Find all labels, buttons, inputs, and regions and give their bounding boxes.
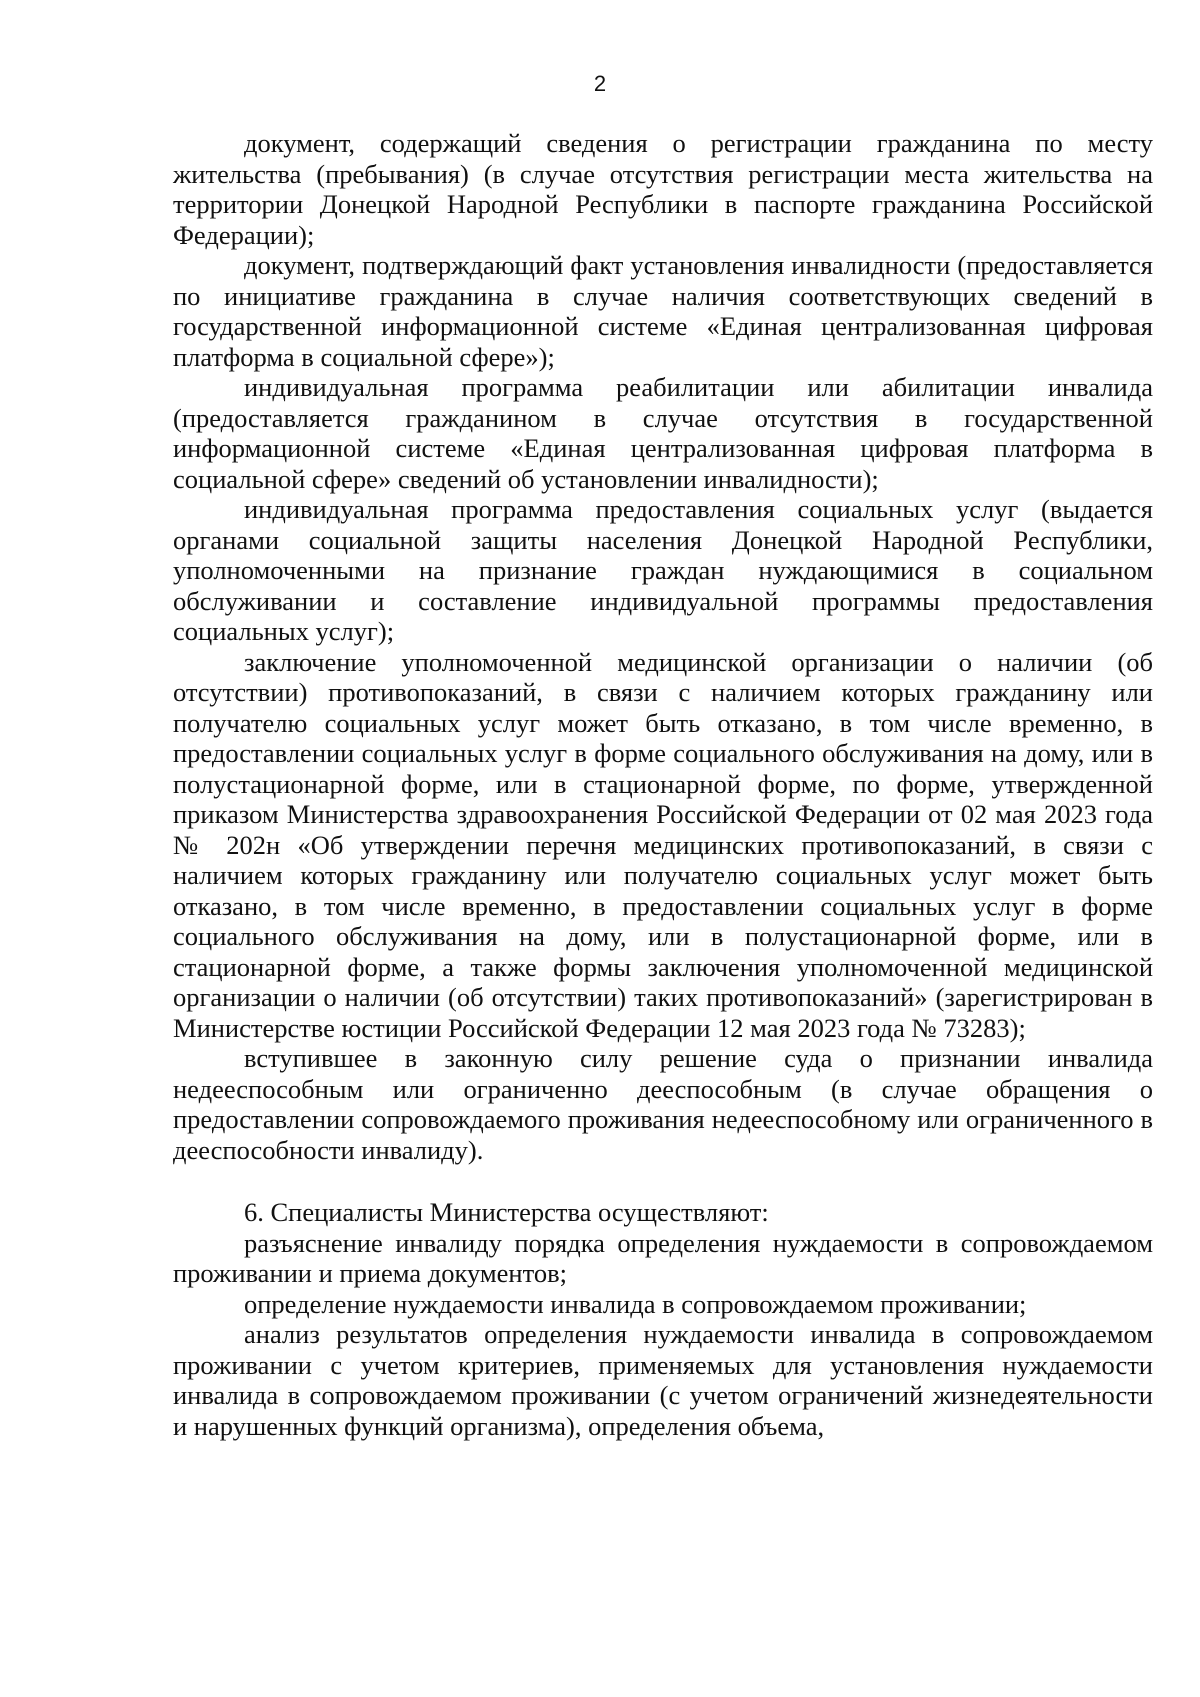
- section-spacer: [173, 1165, 1153, 1197]
- paragraph-explanation: разъяснение инвалиду порядка определения нуждаемости в сопровождаемом проживании и приема документов;: [173, 1227, 1153, 1288]
- paragraph-registration-document: документ, содержащий сведения о регистрации гражданина по месту жительства (пребывания) (в случае отсутствия регистрации места жительства на территории Донецкой Народной Республики в паспорте гражданина Российской Федерации);: [173, 128, 1153, 250]
- paragraph-court-decision: вступившее в законную силу решение суда о признании инвалида недееспособным или ограниченно дееспособным (в случае обращения о предоставлении сопровождаемого проживания недееспособному или ограниченного в дееспособности инвалиду).: [173, 1043, 1153, 1165]
- paragraph-social-services-program: индивидуальная программа предоставления социальных услуг (выдается органами социальной защиты населения Донецкой Народной Республики, уполномоченными на признание граждан нуждающимися в социальном обслуживании и составление индивидуальной программы предоставления социальных услуг);: [173, 494, 1153, 646]
- paragraph-rehabilitation-program: индивидуальная программа реабилитации или абилитации инвалида (предоставляется гражданином в случае отсутствия в государственной информационной системе «Единая централизованная цифровая платформа в социальной сфере» сведений об установлении инвалидности);: [173, 372, 1153, 494]
- page-number: 2: [593, 71, 607, 96]
- paragraph-results-analysis: анализ результатов определения нуждаемости инвалида в сопровождаемом проживании с учетом критериев, применяемых для установления нуждаемости инвалида в сопровождаемом проживании (с учетом ограничений жизнедеятельности и нарушенных функций организма), определения объема,: [173, 1319, 1153, 1441]
- paragraph-needs-determination: определение нуждаемости инвалида в сопровождаемом проживании;: [244, 1288, 1027, 1319]
- document-body: [173, 128, 1153, 1441]
- paragraph-disability-confirmation: документ, подтверждающий факт установления инвалидности (предоставляется по инициативе гражданина в случае наличия соответствующих сведений в государственной информационной системе «Единая централизованная цифровая платформа в социальной сфере»);: [173, 250, 1153, 372]
- paragraph-medical-conclusion: заключение уполномоченной медицинской организации о наличии (об отсутствии) противопоказаний, в связи с наличием которых гражданину или получателю социальных услуг может быть отказано, в том числе временно, в предоставлении социальных услуг в форме социального обслуживания на дому, или в полустационарной форме, или в стационарной форме, по форме, утвержденной приказом Министерства здравоохранения Российской Федерации от 02 мая 2023 года № 202н «Об утверждении перечня медицинских противопоказаний, в связи с наличием которых гражданину или получателю социальных услуг может быть отказано, в том числе временно, в предоставлении социальных услуг в форме социального обслуживания на дому, или в полустационарной форме, или в стационарной форме, а также формы заключения уполномоченной медицинской организации о наличии (об отсутствии) таких противопоказаний» (зарегистрирован в Министерстве юстиции Российской Федерации 12 мая 2023 года № 73283);: [173, 646, 1153, 1043]
- section-6-heading: 6. Специалисты Министерства осуществляют:: [244, 1197, 769, 1227]
